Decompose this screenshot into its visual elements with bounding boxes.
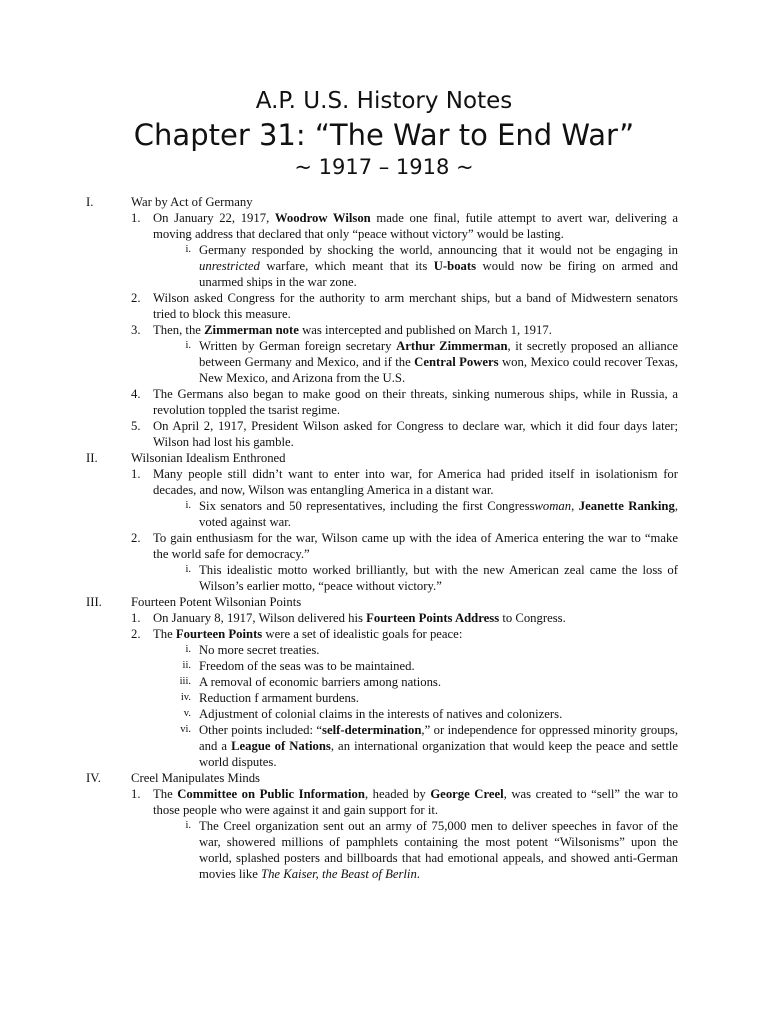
- section-title: Wilsonian Idealism Enthroned: [131, 451, 286, 465]
- item-number: 1.: [131, 787, 141, 801]
- section-title: Creel Manipulates Minds: [131, 771, 260, 785]
- item-number: 2.: [131, 627, 141, 641]
- item-number: 1.: [131, 211, 141, 225]
- outline-item: [131, 322, 678, 338]
- bold-term: Zimmerman note: [204, 323, 299, 337]
- outline-section: [0, 450, 768, 466]
- outline-subitem: [185, 338, 679, 386]
- bold-term: George Creel: [430, 787, 504, 801]
- bold-term: Fourteen Points: [175, 627, 263, 641]
- bold-term: Fourteen Points Address: [366, 611, 500, 625]
- outline-item: [131, 466, 678, 498]
- text-run: Wilson asked Congress for the authority to arm merchant ships, but a band of Midwestern senators tried to block this measure.: [153, 291, 678, 321]
- bold-term: League of Nations: [231, 739, 331, 753]
- text-run: The: [153, 627, 176, 641]
- outline-body: [0, 194, 768, 882]
- text-run: Reduction f armament burdens.: [199, 691, 359, 705]
- item-number: 1.: [131, 611, 141, 625]
- text-run: would now be firing on armed and unarmed ships in the war zone.: [199, 259, 678, 289]
- section-title: War by Act of Germany: [131, 195, 253, 209]
- section-numeral: II.: [86, 451, 98, 465]
- text-run: Then, the: [153, 323, 205, 337]
- text-run: Many people still didn’t want to enter into war, for America had prided itself in isolationism for decades, and now, Wilson was entangling America in a distant war.: [153, 467, 678, 497]
- text-run: No more secret treaties.: [199, 643, 320, 657]
- section-numeral: III.: [86, 595, 102, 609]
- subitem-number: i.: [185, 244, 191, 255]
- item-number: 2.: [131, 531, 141, 545]
- text-run: , voted against war.: [199, 499, 679, 529]
- outline-subitem: [180, 690, 678, 706]
- bold-term: Central Powers: [414, 355, 499, 369]
- chapter-dates: ~ 1917 – 1918 ~: [294, 155, 474, 179]
- subitem-number: ii.: [182, 660, 191, 671]
- subitem-number: i.: [185, 500, 191, 511]
- document-title: A.P. U.S. History Notes: [255, 88, 513, 114]
- outline-item: [131, 418, 678, 450]
- outline-subitem: [180, 722, 679, 770]
- outline-subitem: [182, 658, 678, 674]
- item-number: 2.: [131, 291, 141, 305]
- text-run: warfare, which meant that its: [259, 259, 434, 273]
- text-run: Germany responded by shocking the world, announcing that it would not be engaging in: [199, 243, 678, 257]
- outline-subitem: [185, 498, 679, 530]
- text-run: , headed by: [364, 787, 431, 801]
- text-run: Adjustment of colonial claims in the interests of natives and colonizers.: [199, 707, 563, 721]
- text-run: The Creel organization sent out an army of 75,000 men to deliver speeches in favor of the war, showered millions of pamphlets containing the most potent “Wilsonisms” upon the world, splashed posters and billboards that had emotional appeals, and showed anti-German movies like: [199, 819, 678, 881]
- text-run: won, Mexico could recover Texas, New Mexico, and Arizona from the U.S.: [199, 355, 678, 385]
- text-run: This idealistic motto worked brilliantly, but with the new American zeal came the loss of Wilson’s earlier motto, “peace without victory.”: [199, 563, 678, 593]
- text-run: On April 2, 1917, President Wilson asked for Congress to declare war, which it did four days later; Wilson had lost his gamble.: [153, 419, 678, 449]
- subitem-number: i.: [185, 564, 191, 575]
- text-run: ,” or independence for oppressed minority groups, and a: [199, 723, 678, 753]
- italic-term: The Kaiser, the Beast of Berlin: [261, 867, 417, 881]
- outline-item: [131, 610, 678, 626]
- text-run: Freedom of the seas was to be maintained.: [199, 659, 415, 673]
- subitem-number: i.: [185, 644, 191, 655]
- text-run: to Congress.: [499, 611, 566, 625]
- text-run: , an international organization that would keep the peace and settle world disputes.: [199, 739, 679, 769]
- outline-item: [131, 626, 678, 642]
- text-run: On January 8, 1917, Wilson delivered his: [153, 611, 367, 625]
- text-run: .: [416, 867, 420, 881]
- outline-subitem: [185, 642, 678, 658]
- italic-term: unrestricted: [199, 259, 260, 273]
- section-numeral: IV.: [86, 771, 101, 785]
- subitem-number: vi.: [180, 724, 191, 735]
- outline-item: [131, 386, 678, 418]
- text-run: A removal of economic barriers among nations.: [199, 675, 442, 689]
- outline-subitem: [185, 818, 678, 882]
- bold-term: U-boats: [433, 259, 477, 273]
- bold-term: Arthur Zimmerman: [396, 339, 508, 353]
- text-run: , was created to “sell” the war to those people who were against it and gain support for it.: [153, 787, 678, 817]
- section-numeral: I.: [86, 195, 94, 209]
- bold-term: Woodrow Wilson: [274, 211, 371, 225]
- text-run: On January 22, 1917,: [153, 211, 275, 225]
- section-title: Fourteen Potent Wilsonian Points: [131, 595, 302, 609]
- outline-item: [131, 290, 678, 322]
- outline-section: [0, 770, 768, 786]
- subitem-number: iv.: [180, 692, 191, 703]
- text-run: were a set of idealistic goals for peace:: [262, 627, 463, 641]
- text-run: ,: [571, 499, 579, 513]
- outline-subitem: [183, 706, 678, 722]
- outline-section: [0, 194, 768, 210]
- subitem-number: i.: [185, 340, 191, 351]
- outline-subitem: [179, 674, 678, 690]
- item-number: 1.: [131, 467, 141, 481]
- outline-subitem: [185, 242, 678, 290]
- outline-section: [0, 594, 768, 610]
- text-run: Written by German foreign secretary: [199, 339, 397, 353]
- text-run: The: [153, 787, 178, 801]
- text-run: , it secretly proposed an alliance between Germany and Mexico, and if the: [199, 339, 679, 369]
- outline-item: [131, 530, 678, 562]
- chapter-title: Chapter 31: “The War to End War”: [133, 118, 635, 152]
- item-number: 3.: [131, 323, 141, 337]
- outline-subitem: [185, 562, 678, 594]
- subitem-number: i.: [185, 820, 191, 831]
- item-number: 4.: [131, 387, 141, 401]
- text-run: Six senators and 50 representatives, including the first Congress: [199, 499, 535, 513]
- subitem-number: iii.: [179, 676, 191, 687]
- outline-item: [131, 786, 678, 818]
- subitem-number: v.: [183, 708, 191, 719]
- text-run: Other points included: “: [199, 723, 323, 737]
- bold-term: Jeanette Ranking: [578, 499, 675, 513]
- text-run: was intercepted and published on March 1, 1917.: [298, 323, 552, 337]
- italic-term: woman: [534, 499, 572, 513]
- outline-item: [131, 210, 678, 242]
- text-run: made one final, futile attempt to avert war, delivering a moving address that declared that only “peace without victory” would be lasting.: [153, 211, 678, 241]
- text-run: To gain enthusiasm for the war, Wilson came up with the idea of America entering the war to “make the world safe for democracy.”: [153, 531, 678, 561]
- text-run: The Germans also began to make good on their threats, sinking numerous ships, while in Russia, a revolution toppled the tsarist regime.: [153, 387, 678, 417]
- item-number: 5.: [131, 419, 141, 433]
- bold-term: self-determination: [322, 723, 422, 737]
- bold-term: Committee on Public Information: [177, 787, 365, 801]
